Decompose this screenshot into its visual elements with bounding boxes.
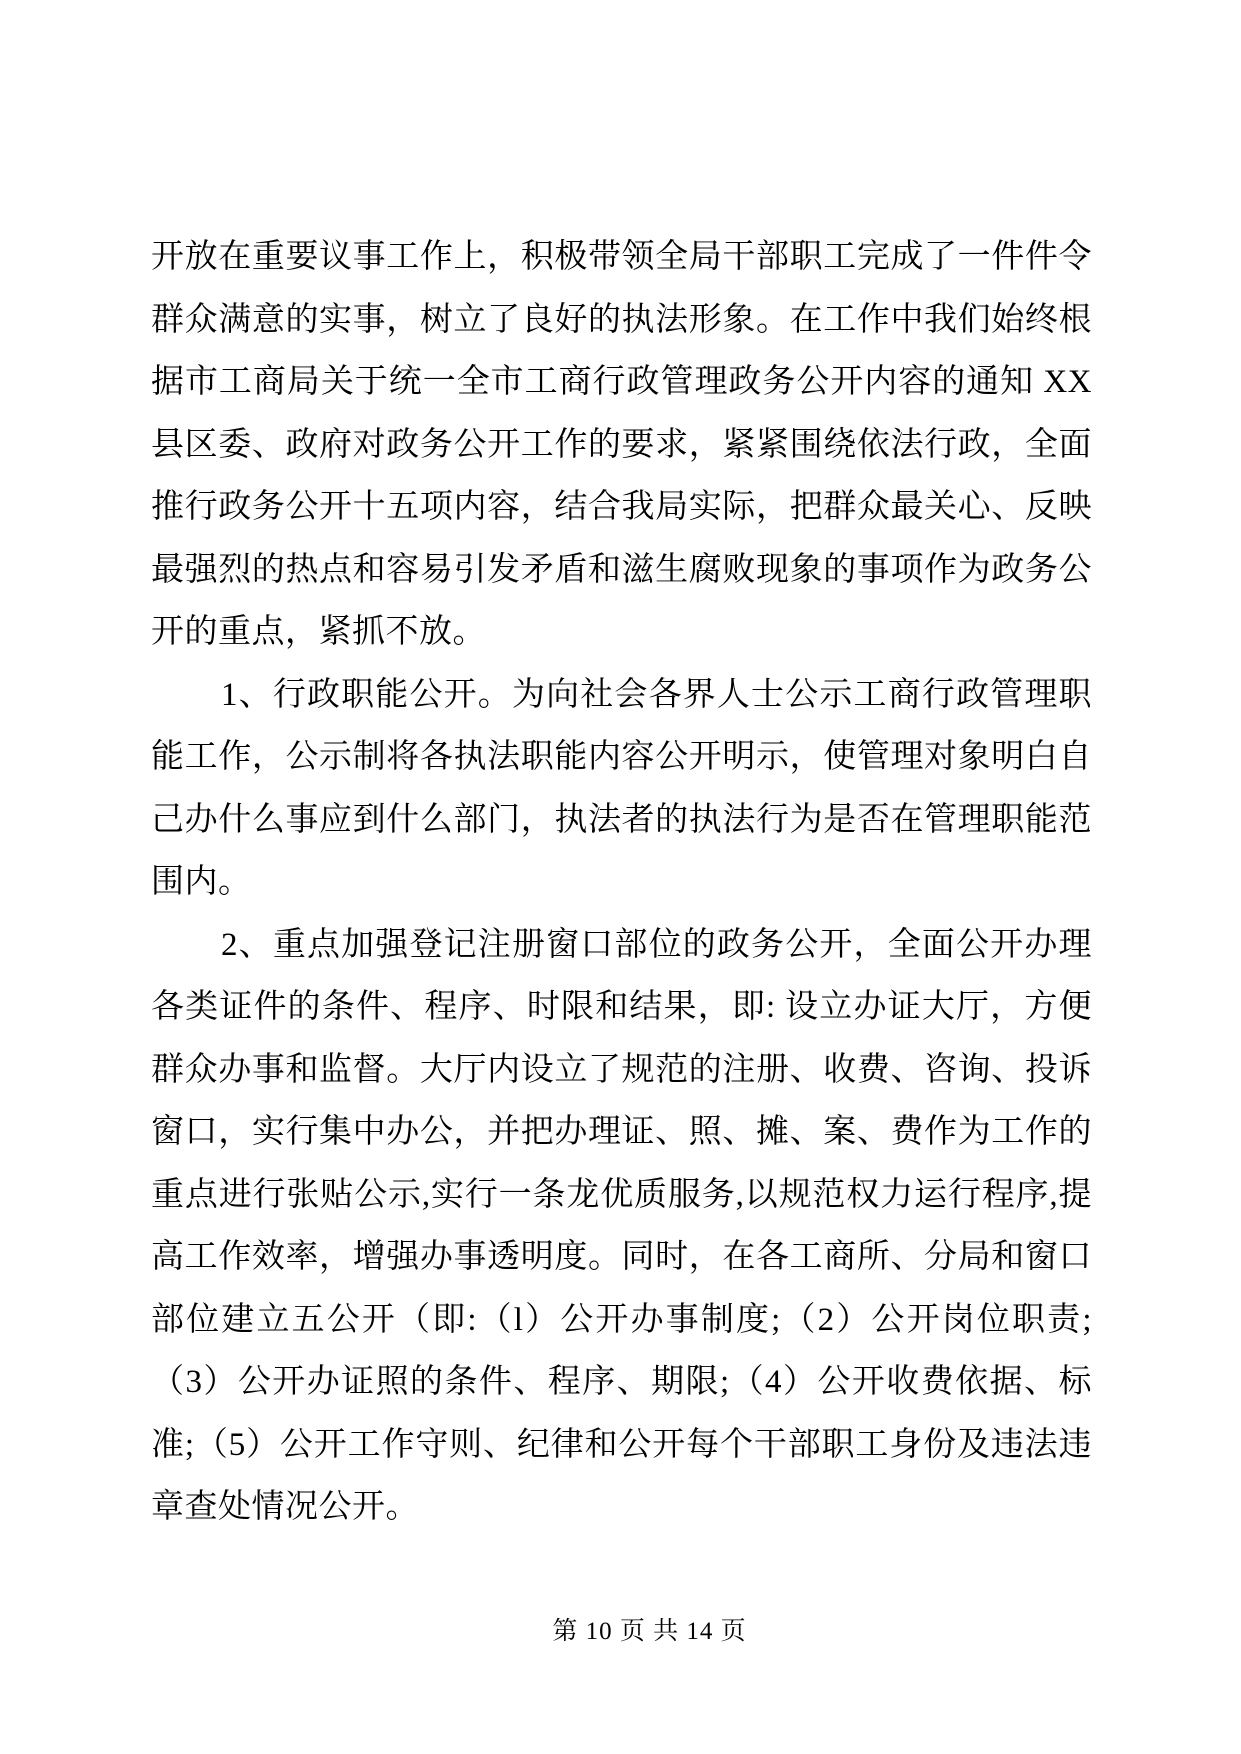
paragraph-continuation: 开放在重要议事工作上，积极带领全局干部职工完成了一件件令群众满意的实事，树立了良好的执法形象。在工作中我们始终根据市工商局关于统一全市工商行政管理政务公开内容的通知 XX 县区委、政府对政务公开工作的要求，紧紧围绕依法行政，全面推行政务公开十五项内容，结合我局实际，把群众最关心、反映最强烈的热点和容易引发矛盾和滋生腐败现象的事项作为政务公开的重点，紧抓不放。: [151, 239, 1092, 650]
page-number-indicator: 第 10 页 共 14 页: [552, 1618, 747, 1645]
paragraph-item-2: 2、重点加强登记注册窗口部位的政务公开，全面公开办理各类证件的条件、程序、时限和结果，即: 设立办证大厅，方便群众办事和监督。大厅内设立了规范的注册、收费、咨询、投诉窗口，实行集中办公，并把办理证、照、摊、案、费作为工作的重点进行张贴公示,实行一条龙优质服务,以规范权力运行程序,提高工作效率，增强办事透明度。同时，在各工商所、分局和窗口部位建立五公开（即:（l）公开办事制度;（2）公开岗位职责;（3）公开办证照的条件、程序、期限;（4）公开收费依据、标准;（5）公开工作守则、纪律和公开每个干部职工身份及违法违章查处情况公开。: [151, 926, 1093, 1525]
page-footer: [29, 1616, 1241, 1648]
paragraph-item-1: 1、行政职能公开。为向社会各界人士公示工商行政管理职能工作，公示制将各执法职能内容公开明示，使管理对象明白自己办什么事应到什么部门，执法者的执法行为是否在管理职能范围内。: [151, 676, 1092, 900]
document-body: [151, 226, 1092, 1539]
